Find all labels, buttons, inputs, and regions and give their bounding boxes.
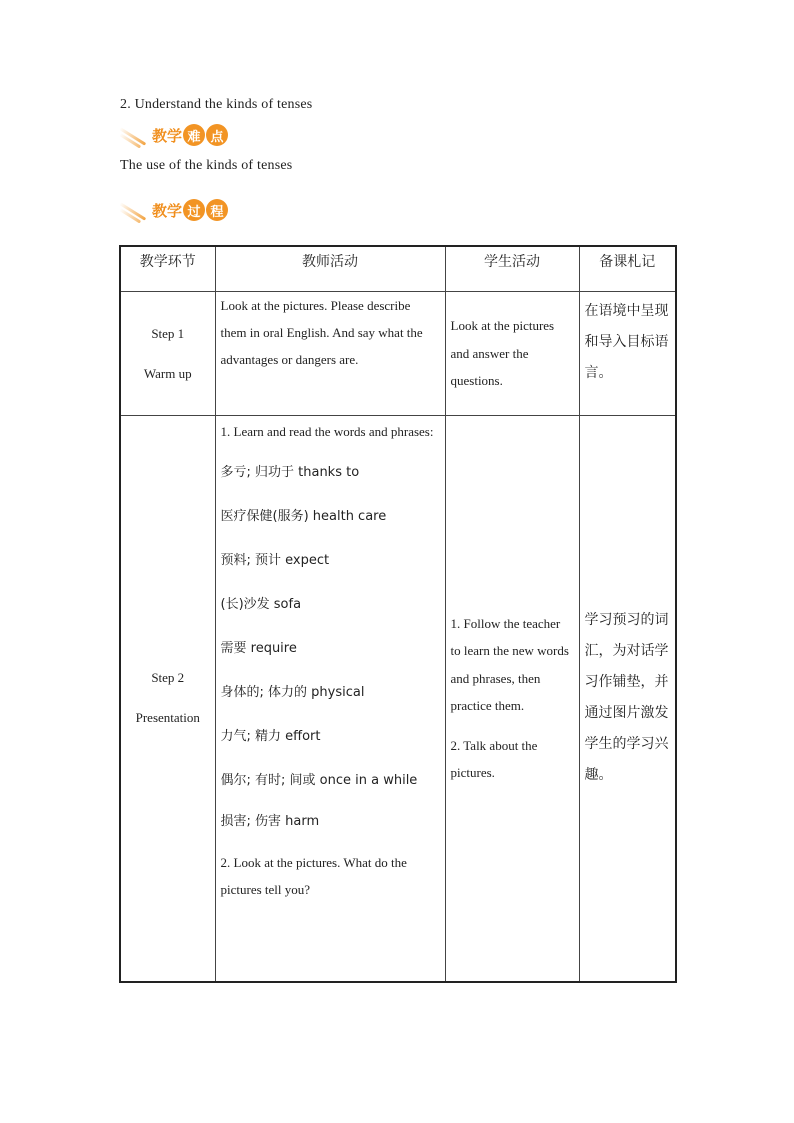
- step2-name: [120, 416, 215, 982]
- objective-line: 2. Understand the kinds of tenses: [120, 97, 313, 112]
- step2-student-1: 1. Follow the teacher to learn the new words and phrases, then practice them.: [450, 615, 569, 714]
- header-stage: 教学环节: [120, 246, 215, 292]
- word-item: 预料; 预计 expect: [220, 553, 330, 568]
- step1-teacher-text: Look at the pictures. Please describe them in oral English. And say what the advantages or dangers are.: [220, 298, 423, 367]
- difficulty-heading: [120, 122, 232, 148]
- process-heading-part3: 程: [206, 199, 228, 221]
- header-teacher: 教师活动: [215, 246, 445, 292]
- difficulty-heading-part3: 点: [206, 124, 228, 146]
- difficulty-text: The use of the kinds of tenses: [120, 158, 293, 173]
- step1-teacher: [215, 292, 445, 416]
- header-notes: 备课札记: [579, 246, 676, 292]
- process-heading-part2: 过: [183, 199, 205, 221]
- step1-note: [579, 292, 676, 416]
- header-student: 学生活动: [445, 246, 579, 292]
- step1-line1: Step 1: [151, 325, 185, 341]
- word-item: 损害; 伤害 harm: [220, 814, 320, 829]
- step2-line1: Step 2: [151, 670, 185, 686]
- wing-decoration-icon: [120, 123, 142, 147]
- step1-student: [445, 292, 579, 416]
- step1-note-text: 在语境中呈现和导入目标语言。: [584, 303, 669, 381]
- word-item: (长)沙发 sofa: [220, 597, 302, 612]
- step2-teacher: [215, 416, 445, 982]
- step1-student-text: Look at the pictures and answer the questions.: [450, 318, 555, 389]
- step2-line2: Presentation: [135, 710, 200, 726]
- difficulty-heading-part2: 难: [183, 124, 205, 146]
- step2-student-2: 2. Talk about the pictures.: [450, 737, 538, 781]
- word-item: 身体的; 体力的 physical: [220, 685, 365, 700]
- process-heading: [120, 197, 232, 223]
- process-heading-part1: 教学: [152, 201, 183, 220]
- step2-note: [579, 416, 676, 982]
- word-item: 多亏; 归功于 thanks to: [220, 465, 360, 480]
- table-row: [120, 416, 676, 982]
- difficulty-heading-part1: 教学: [152, 126, 183, 145]
- wing-decoration-icon: [120, 198, 142, 222]
- word-item: 需要 require: [220, 641, 297, 656]
- step2-student: [445, 416, 579, 982]
- step2-teacher-intro: 1. Learn and read the words and phrases:: [220, 424, 434, 439]
- step1-line2: Warm up: [143, 365, 192, 381]
- lesson-process-table: [119, 245, 677, 983]
- word-item: 偶尔; 有时; 间或 once in a while: [220, 773, 418, 788]
- step2-teacher-end: 2. Look at the pictures. What do the pictures tell you?: [220, 855, 407, 897]
- word-item: 医疗保健(服务) health care: [220, 509, 387, 524]
- table-header-row: [120, 246, 676, 292]
- table-row: [120, 292, 676, 416]
- step2-note-text: 学习预习的词汇，为对话学习作铺垫，并通过图片激发学生的学习兴趣。: [584, 612, 669, 784]
- step1-name: [120, 292, 215, 416]
- word-item: 力气; 精力 effort: [220, 729, 321, 744]
